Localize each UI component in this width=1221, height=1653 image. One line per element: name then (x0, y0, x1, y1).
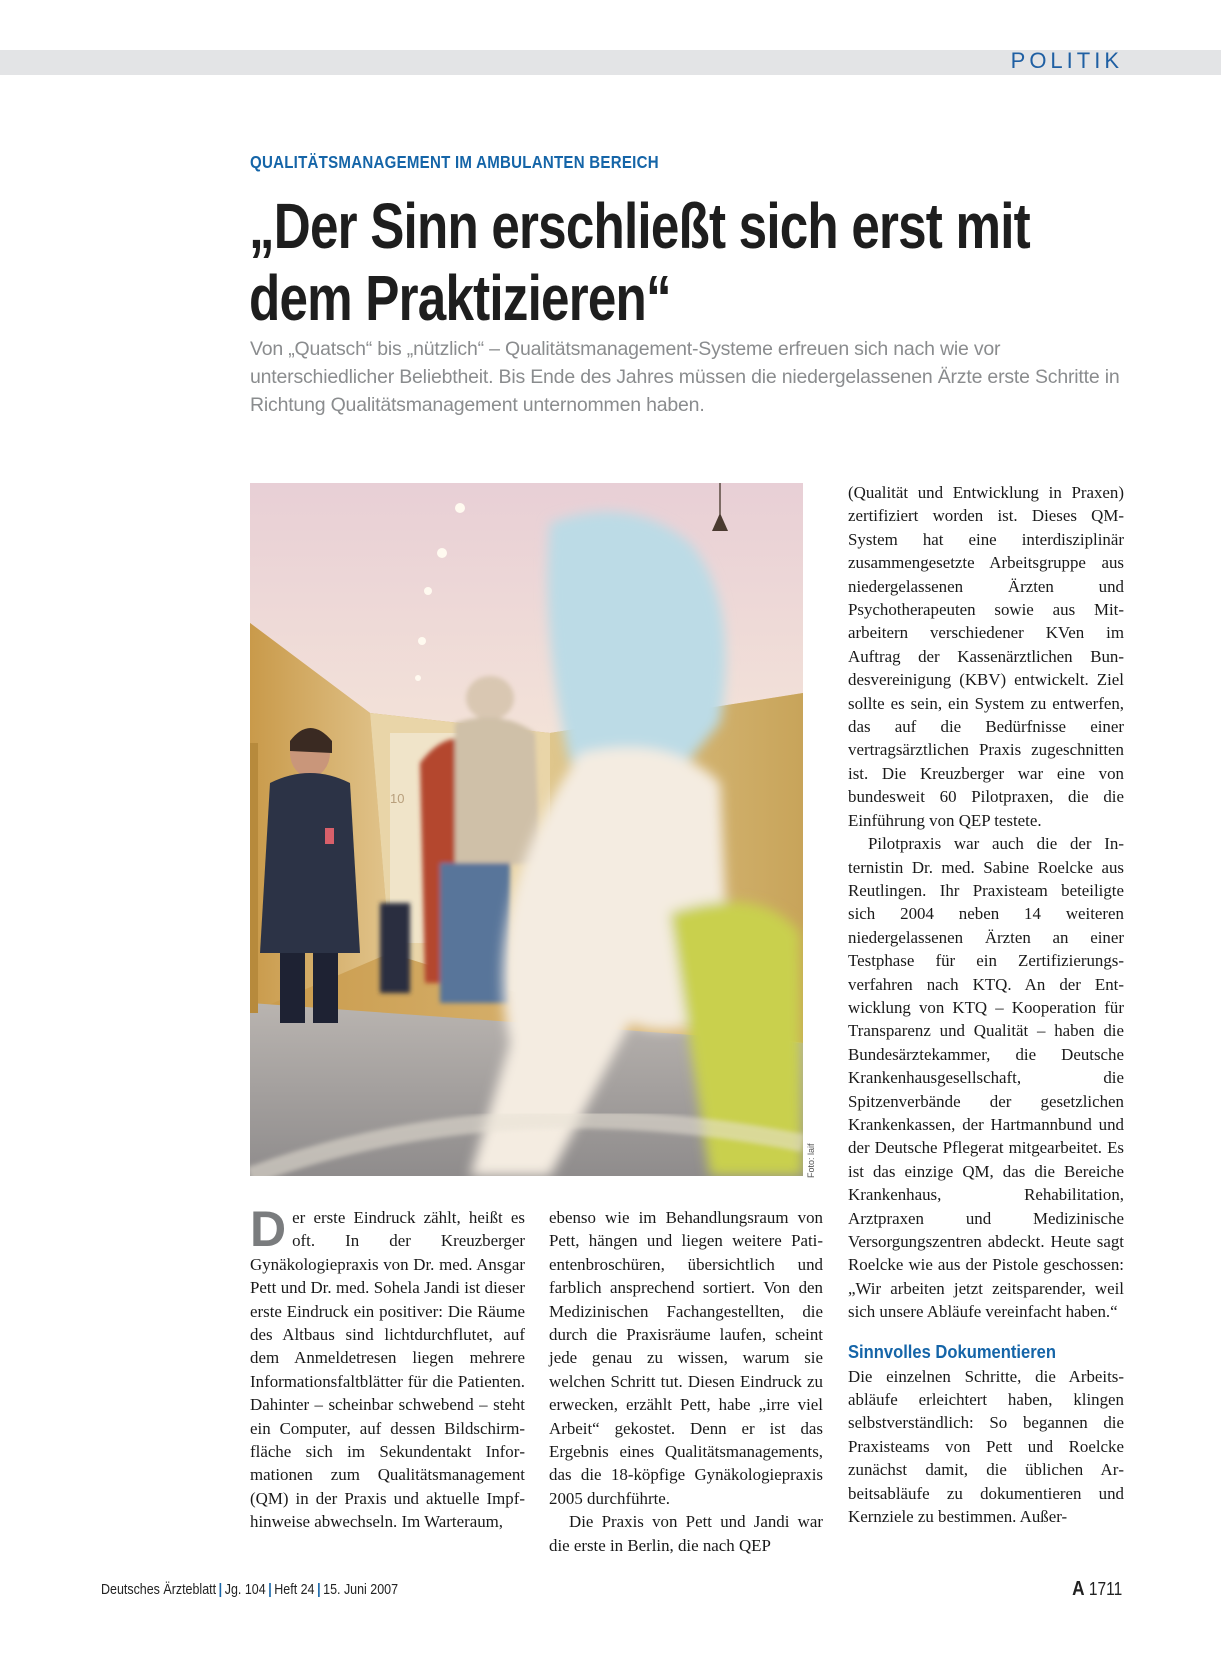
paragraph-text: er erste Eindruck zählt, heißt es oft. In der Kreuzberger Gynäkologiepraxis von Dr. med. Ansgar Pett und Dr. med. Sohela Jandi ist dieser erste Eindruck ein positiver: Die Räume des Altbaus sind lichtdurchflutet, auf dem Anmeldetresen liegen mehrere Informationsfaltblätter für die Patienten. Dahinter – scheinbar schwebend – steht ein Computer, auf dessen Bildschirmfläche sich im Sekundentakt Informationen zum Qualitätsmanagement (QM) in der Praxis und aktuelle Impfhinweise abwechseln. Im Warteraum, (250, 1208, 525, 1532)
paragraph: Die einzelnen Schritte, die Arbeitsabläufe erleichtert haben, klingen selbstverständlich: So begannen die Praxisteams von Pett und Roelcke zunächst damit, die üblichen Arbeitsabläufe zu dokumentieren und Kernziele zu bestimmen. Außer- (848, 1366, 1124, 1527)
article-headline (249, 190, 1049, 334)
separator: | (218, 1582, 223, 1598)
column-1 (250, 1201, 525, 1534)
column-2 (549, 1206, 823, 1557)
paragraph: (Qualität und Entwicklung in Praxen) zertifiziert worden ist. Dieses QM-System hat eine interdisziplinär zusammengesetzte Arbeitsgruppe aus niedergelassenen Ärzten und Psychotherapeuten sowie aus Mitarbeitern verschiedener KVen im Auftrag der Kassenärztlichen Bundesvereinigung (KBV) entwickelt. Ziel sollte es sein, ein System zu entwerfen, das auf die Bedürfnisse einer vertragsärztlichen Praxis zugeschnitten ist. Die Kreuzberger war eine von bundesweit 60 Pilotpraxen, die die Einführung von QEP testete. (848, 483, 1124, 830)
headline-line-1: „Der Sinn erschließt sich erst mit (249, 190, 1030, 262)
column-3 (848, 481, 1124, 1528)
issue-date: 15. Juni 2007 (323, 1582, 399, 1598)
issue: Heft 24 (274, 1582, 315, 1598)
separator: | (317, 1582, 321, 1598)
page-number (1072, 1578, 1122, 1601)
paragraph (250, 1201, 525, 1534)
headline-line-2: dem Praktizieren“ (249, 262, 671, 334)
page-number-value: 1711 (1088, 1579, 1122, 1599)
waiting-room-photo (250, 483, 803, 1176)
photo-credit: Foto: laif (806, 1143, 816, 1178)
door-number: 10 (390, 791, 405, 806)
paragraph: Die Praxis von Pett und Jandi war die erste in Berlin, die nach QEP (549, 1512, 823, 1555)
volume: Jg. 104 (224, 1582, 266, 1598)
article-deck: Von „Quatsch“ bis „nützlich“ – Qualitätsmanagement-Systeme erfreuen sich nach wie vor unterschiedlicher Beliebtheit. Bis Ende des Jahres müssen die niedergelassenen Ärzte erste Schritte in Richtung Qualitätsmanagement unternommen haben. (250, 338, 1120, 416)
section-label: POLITIK (1010, 48, 1123, 73)
paragraph: Pilotpraxis war auch die der Internistin Dr. med. Sabine Roelcke aus Reutlingen. Ihr Praxisteam beteiligte sich 2004 neben 14 weiteren niedergelassenen Ärzten an einer Testphase für ein Zertifizierungsverfahren nach KTQ. An der Entwicklung von KTQ – Kooperation für Transparenz und Qualität – haben die Bundesärztekammer, die Deutsche Krankenhausgesellschaft, die Spitzenverbände der gesetzlichen Krankenkassen, der Hartmannbund und der Deutsche Pflegerat mitgearbeitet. Es ist das einzige QM, das die Bereiche Krankenhaus, Rehabilitation, Arztpraxen und Medizinische Versorgungszentren abdeckt. Heute sagt Roelcke wie aus der Pistole geschossen: „Wir arbeiten jetzt zeitsparender, weil sich unsere Abläufe vereinfacht haben.“ (848, 834, 1124, 1322)
paragraph: ebenso wie im Behandlungsraum von Pett, hängen und liegen weitere Patientenbroschüren, übersichtlich und farblich ansprechend sortiert. Von den Medizinischen Fachangestellten, die durch die Praxisräume laufen, scheint jede genau zu wissen, warum sie welchen Schritt tut. Diesen Eindruck zu erwecken, erzählt Pett, habe „irre viel Arbeit“ gekostet. Denn er ist das Ergebnis eines Qualitätsmanagements, das die 18-köpfige Gynäkologiepraxis 2005 durchführte. (549, 1208, 823, 1508)
page-prefix: A (1071, 1578, 1085, 1600)
footer-citation (101, 1582, 398, 1598)
article-photo (250, 483, 803, 1176)
separator: | (268, 1582, 272, 1598)
journal-name: Deutsches Ärzteblatt (101, 1582, 217, 1598)
subheading: Sinnvolles Dokumentieren (848, 1341, 1056, 1362)
dropcap: D (250, 1201, 287, 1257)
article-kicker: QUALITÄTSMANAGEMENT IM AMBULANTEN BEREICH (250, 152, 659, 172)
